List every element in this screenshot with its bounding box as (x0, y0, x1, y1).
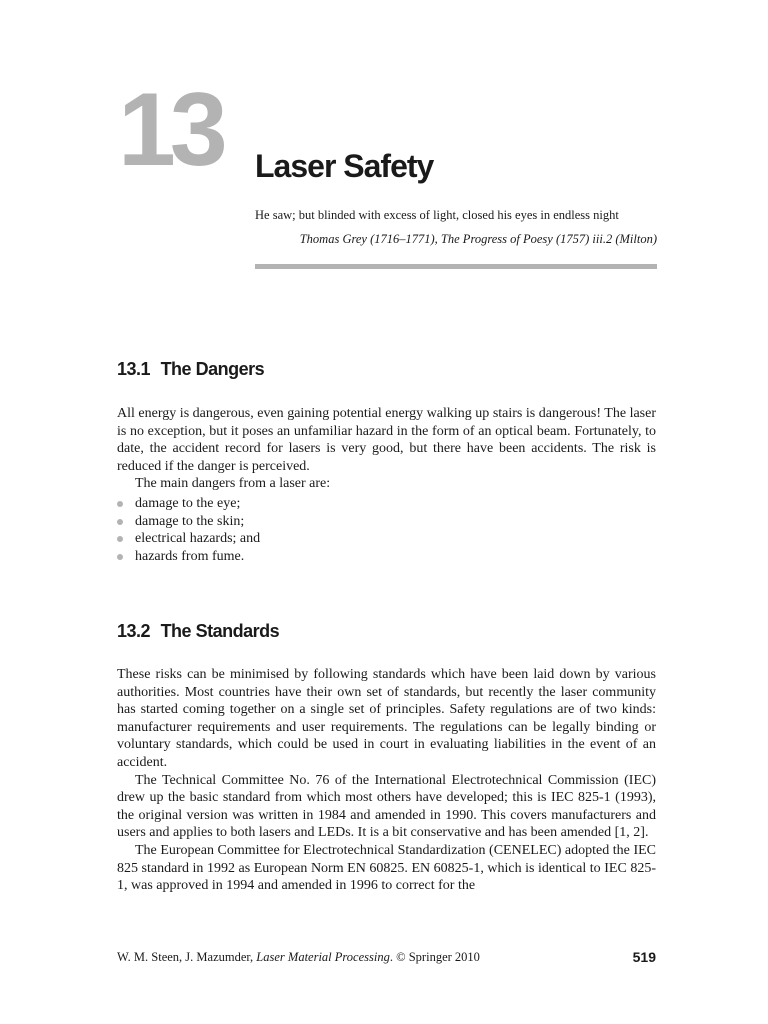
paragraph: The main dangers from a laser are: (135, 476, 331, 492)
epigraph-attribution: Thomas Grey (1716–1771), The Progress of Poesy (1757) iii.2 (Milton) (299, 232, 657, 246)
section-heading-standards (117, 621, 279, 642)
paragraph: All energy is dangerous, even gaining potential energy walking up stairs is dangerous! The laser is no exception, but it poses an unfamiliar hazard in the form of an optical beam. Fortunately, to date, the accident record for lasers is very good, but there have been accidents. The risk is reduced if the danger is perceived. (117, 406, 656, 474)
chapter-title: Laser Safety (255, 148, 434, 184)
footer-authors: W. M. Steen, J. Mazumder, (117, 950, 257, 964)
chapter-number: 13 (118, 72, 222, 188)
bullet-icon (117, 501, 123, 507)
footer-publisher: . © Springer 2010 (389, 950, 480, 964)
list-item (117, 548, 656, 566)
section-body-dangers (117, 405, 656, 565)
page-number: 519 (632, 949, 656, 965)
bullet-icon (117, 554, 123, 560)
page-footer (117, 950, 480, 965)
epigraph (255, 206, 657, 248)
footer-book-title: Laser Material Processing (256, 950, 390, 964)
paragraph: The European Committee for Electrotechnical Standardization (CENELEC) adopted the IEC 825 standard in 1992 as European Norm EN 60825. EN 60825-1, which is identical to IEC 825-1, was approved in 1994 and amended in 1996 to correct for the (117, 842, 656, 894)
danger-list (117, 495, 656, 565)
list-item (117, 495, 656, 513)
bullet-icon (117, 536, 123, 542)
section-heading-dangers (117, 359, 264, 380)
list-item (117, 513, 656, 531)
section-title: The Standards (160, 621, 280, 641)
section-number: 13.2 (117, 621, 151, 641)
section-body-standards (117, 666, 656, 895)
list-item-text: damage to the skin; (135, 513, 245, 529)
list-item-text: damage to the eye; (135, 495, 241, 511)
section-number: 13.1 (117, 359, 151, 379)
list-item-text: electrical hazards; and (135, 531, 261, 547)
section-title: The Dangers (160, 359, 265, 379)
bullet-icon (117, 519, 123, 525)
list-item (117, 530, 656, 548)
epigraph-quote: He saw; but blinded with excess of light, closed his eyes in endless night (255, 208, 619, 222)
paragraph: The Technical Committee No. 76 of the International Electrotechnical Commission (IEC) drew up the basic standard from which most others have developed; this is IEC 825-1 (1993), the original version was written in 1984 and amended in 1990. This covers manufacturers and users and applies to both lasers and LEDs. It is a bit conservative and has been amended [1, 2]. (117, 772, 656, 841)
list-item-text: hazards from fume. (135, 548, 245, 564)
chapter-divider (255, 264, 657, 269)
paragraph: These risks can be minimised by following standards which have been laid down by various authorities. Most countries have their own set of standards, but recently the laser community has started coming together on a single set of principles. Safety regulations are of two kinds: manufacturer requirements and user requirements. The regulations can be legally binding or voluntary standards, which could be used in court in evaluating liabilities in the event of an accident. (117, 667, 656, 770)
